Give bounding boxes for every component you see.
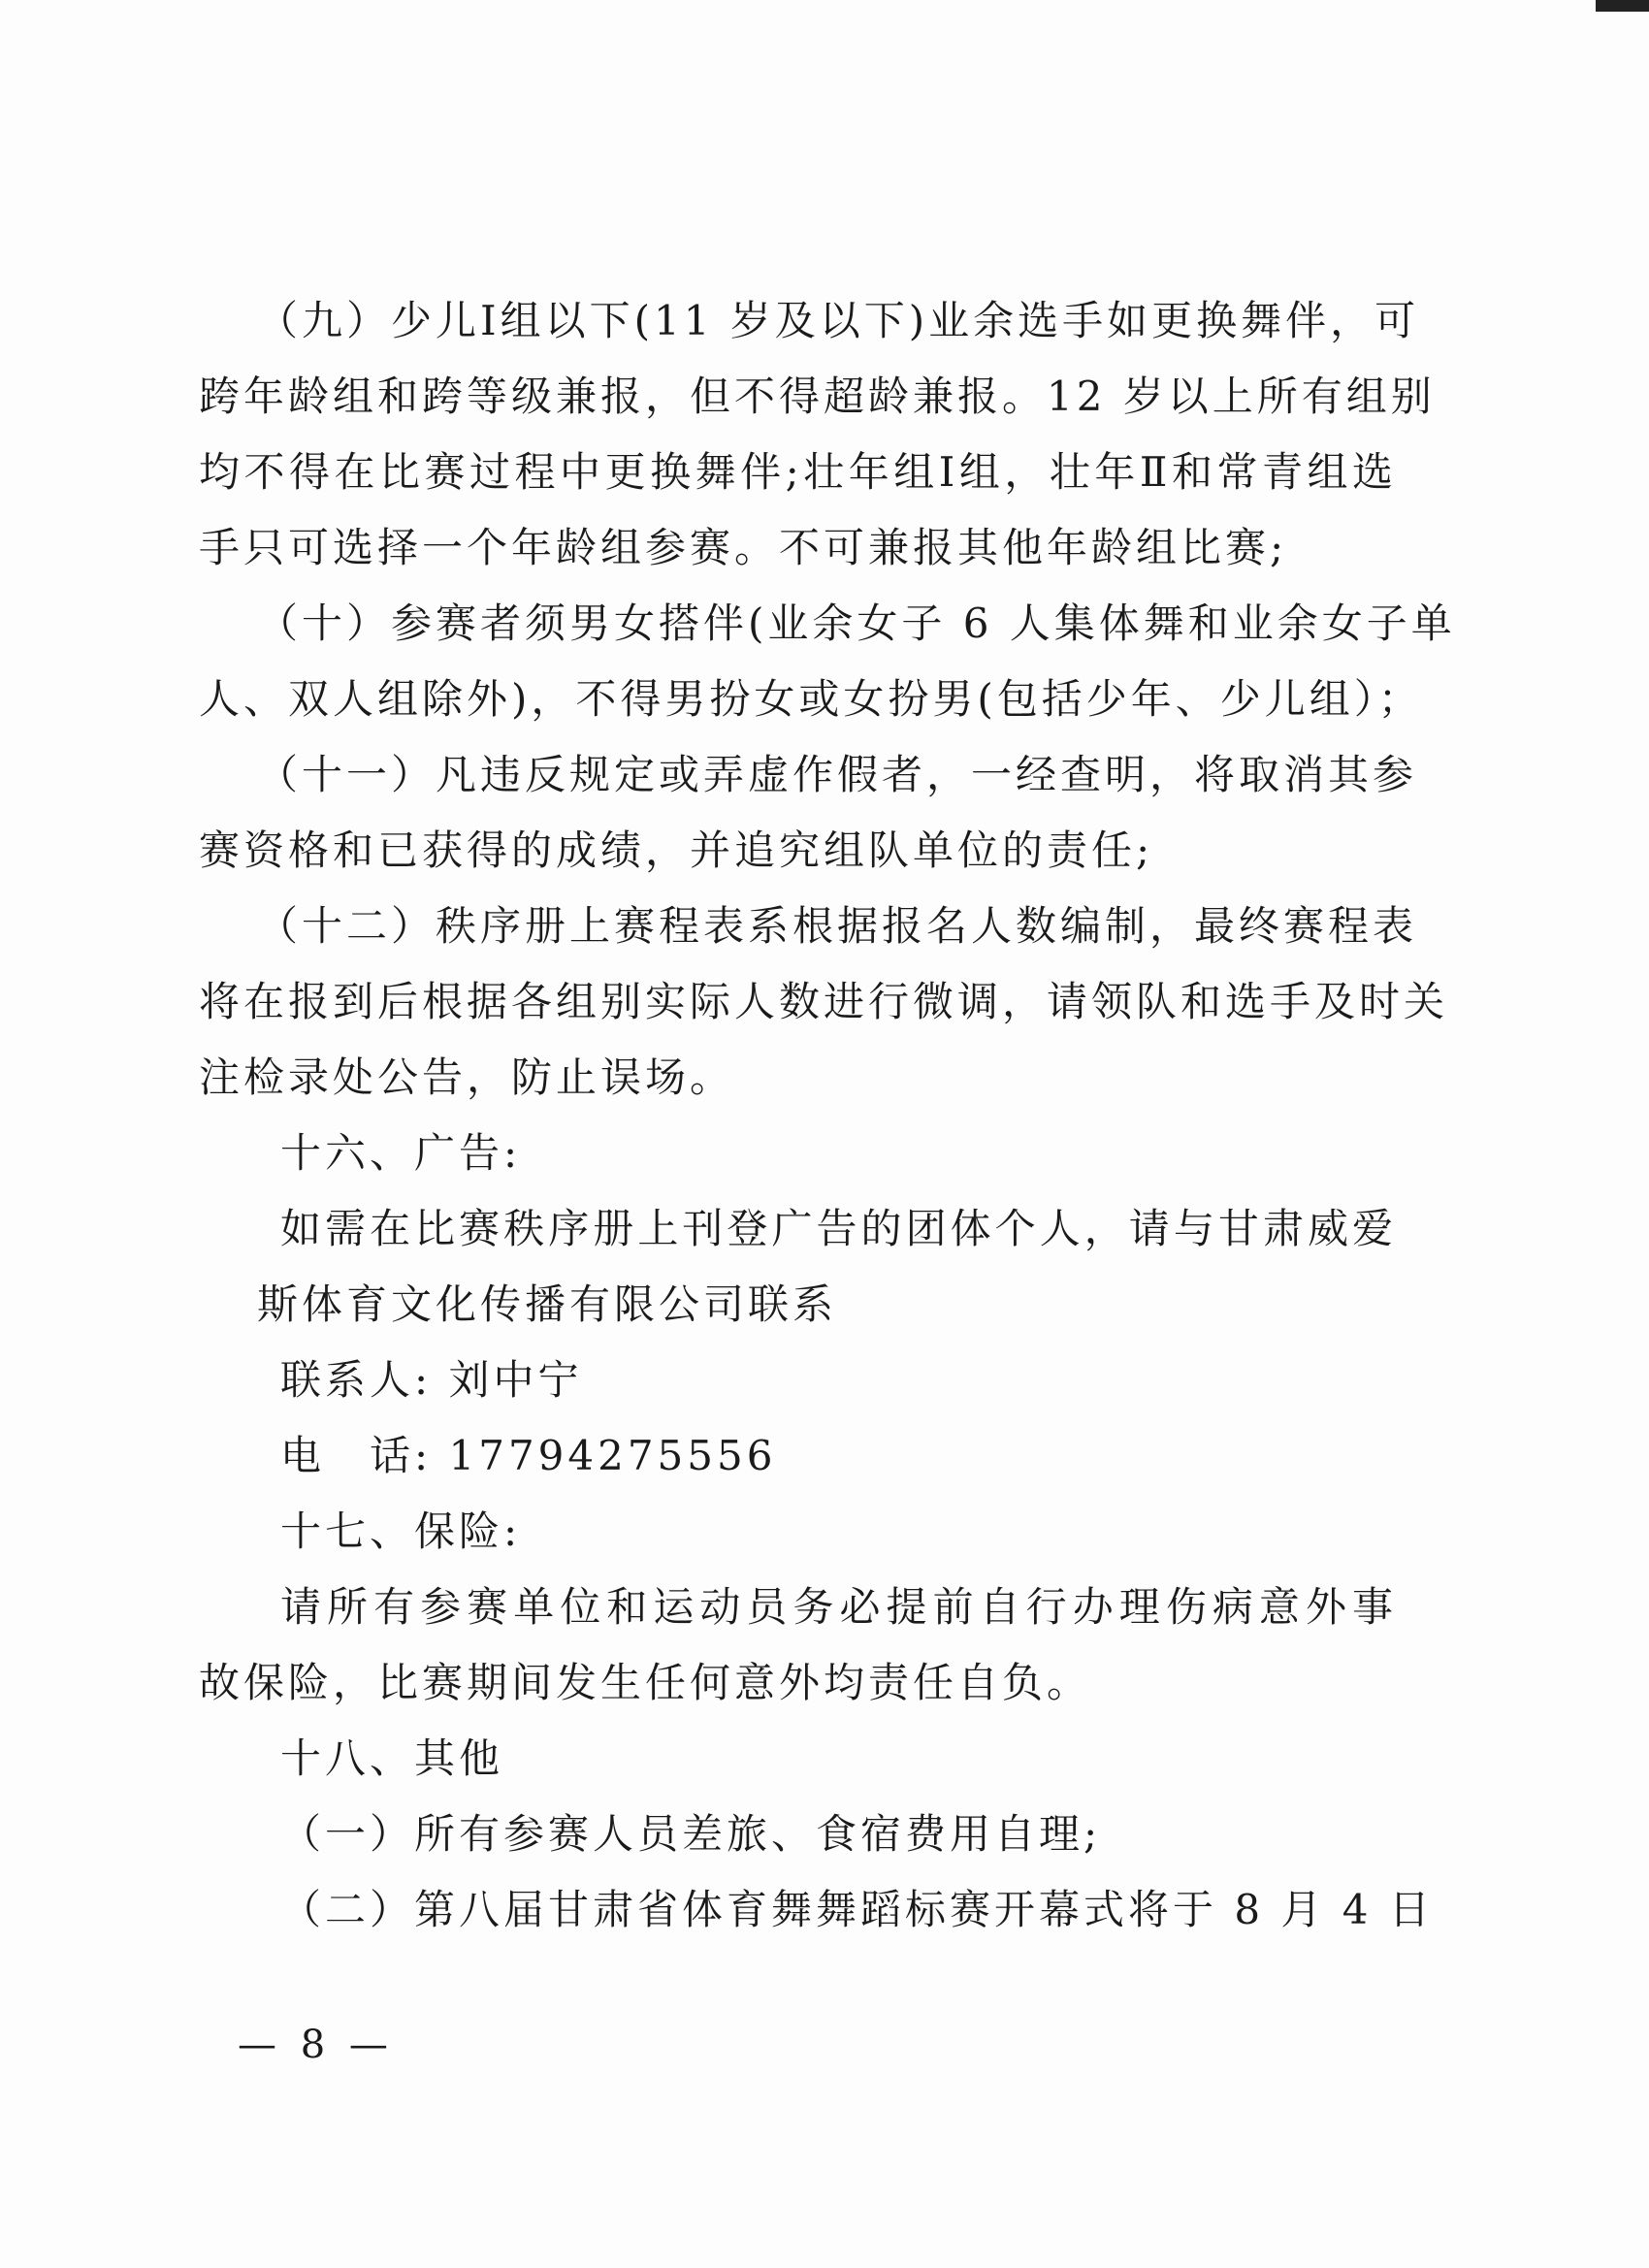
item-12-line-1: （十二）秩序册上赛程表系根据报名人数编制，最终赛程表 [257,902,1418,950]
item-11-line-2: 赛资格和已获得的成绩，并追究组队单位的责任; [199,826,1154,874]
contact-person: 联系人: 刘中宁 [280,1356,583,1404]
section-18-item-1: （一）所有参赛人员差旅、食宿费用自理; [280,1810,1102,1858]
section-18-heading: 十八、其他 [280,1734,504,1782]
section-16-line-2: 斯体育文化传播有限公司联系 [257,1280,838,1328]
document-body [199,283,1456,1948]
item-9-line-2: 跨年龄组和跨等级兼报，但不得超龄兼报。12 岁以上所有组别 [199,373,1436,420]
section-16-line-1: 如需在比赛秩序册上刊登广告的团体个人，请与甘肃威爱 [280,1205,1397,1252]
item-9-line-3: 均不得在比赛过程中更换舞伴;壮年组Ⅰ组，壮年Ⅱ和常青组选 [199,448,1397,496]
scan-edge-mark [1596,0,1649,12]
section-18-item-2: （二）第八届甘肃省体育舞舞蹈标赛开幕式将于 8 月 4 日 [280,1886,1434,1933]
section-16-heading: 十六、广告: [280,1129,522,1177]
item-10-line-2: 人、双人组除外)，不得男扮女或女扮男(包括少年、少儿组）； [199,675,1423,723]
section-17-line-1: 请所有参赛单位和运动员务必提前自行办理伤病意外事 [280,1583,1397,1631]
page-number: — 8 — [238,2023,394,2067]
section-17-heading: 十七、保险: [280,1507,522,1555]
item-9-line-1: （九）少儿Ⅰ组以下(11 岁及以下)业余选手如更换舞伴，可 [257,297,1420,344]
item-10-line-1: （十）参赛者须男女搭伴(业余女子 6 人集体舞和业余女子单 [257,599,1456,647]
item-12-line-2: 将在报到后根据各组别实际人数进行微调，请领队和选手及时关 [199,978,1449,1025]
contact-phone: 电 话: 17794275556 [280,1432,777,1479]
item-11-line-1: （十一）凡违反规定或弄虚作假者，一经查明，将取消其参 [257,751,1418,798]
section-17-line-2: 故保险，比赛期间发生任何意外均责任自负。 [199,1659,1092,1706]
item-9-line-4: 手只可选择一个年龄组参赛。不可兼报其他年龄组比赛; [199,524,1288,571]
item-12-line-3: 注检录处公告，防止误场。 [199,1053,735,1101]
